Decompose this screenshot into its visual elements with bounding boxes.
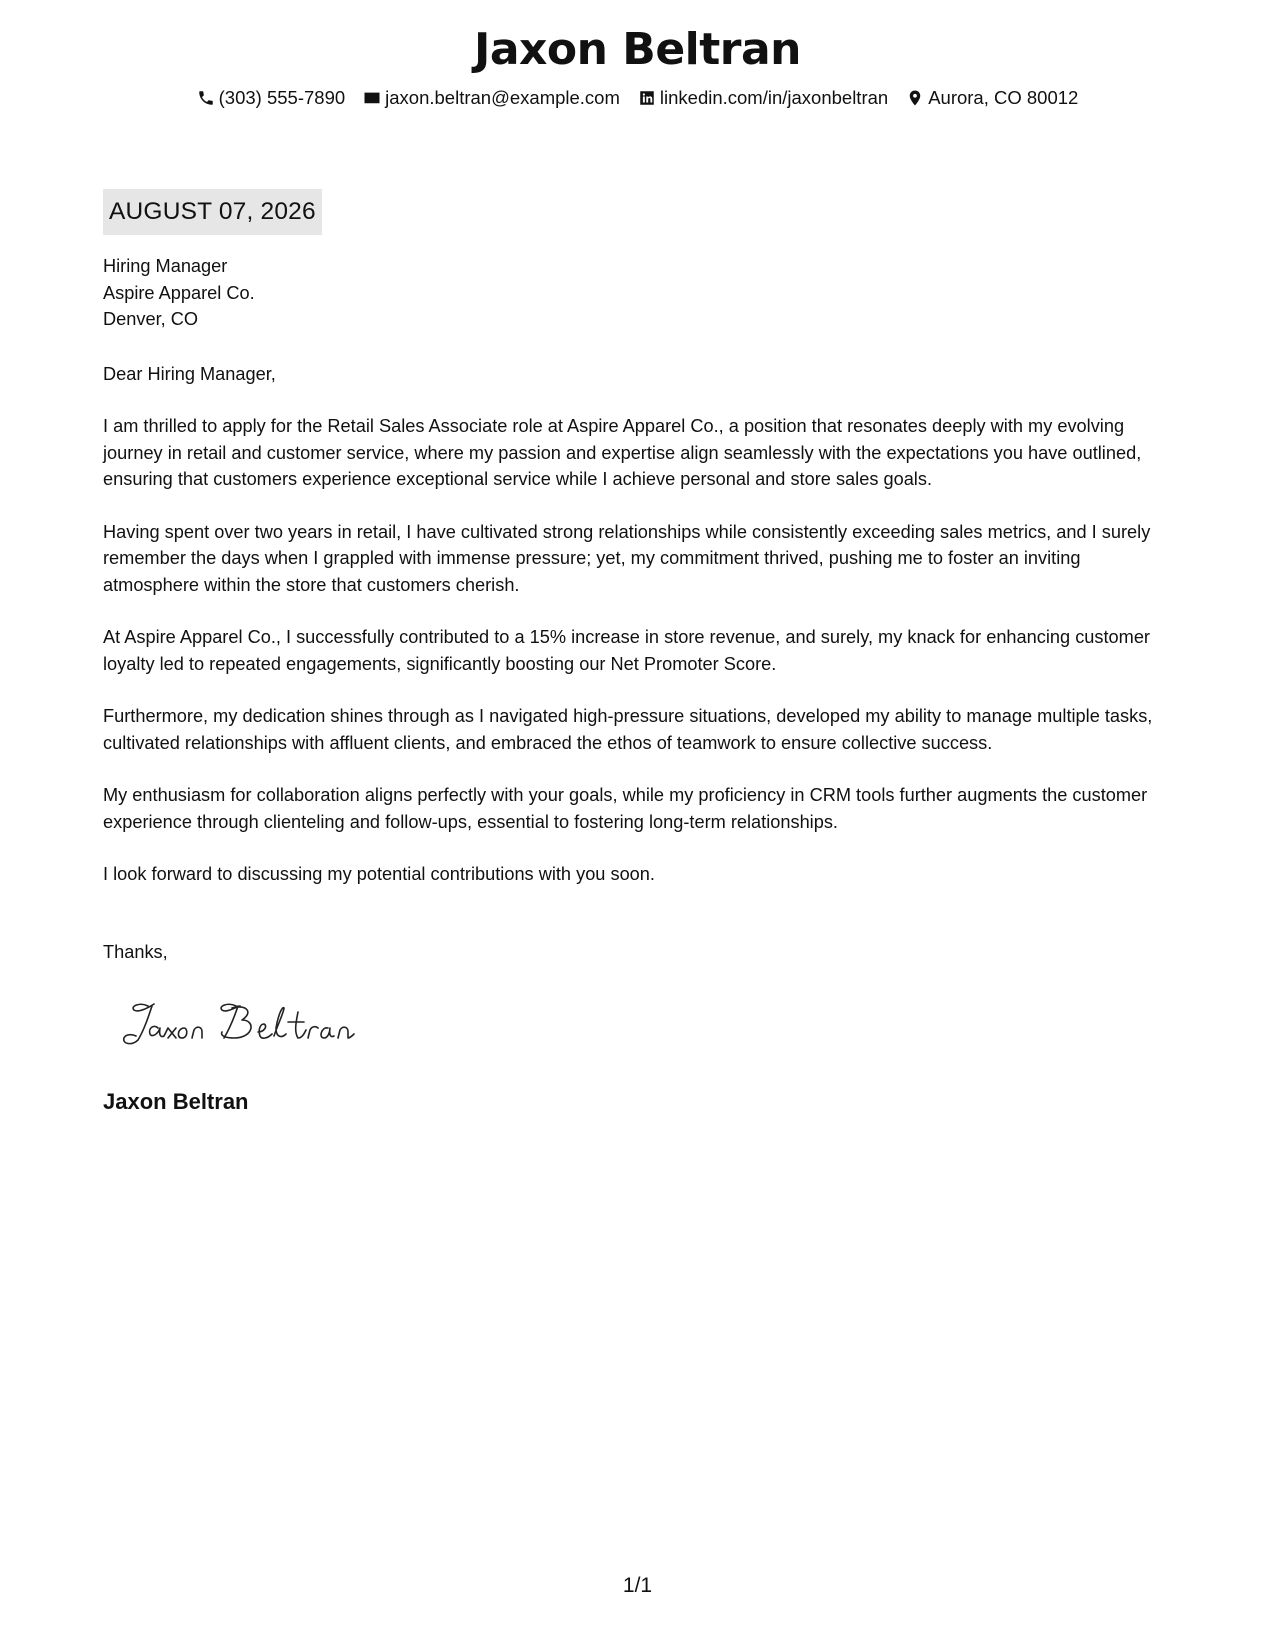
letter-body [103, 253, 1173, 965]
map-pin-icon [906, 89, 924, 107]
body-paragraph: Having spent over two years in retail, I have cultivated strong relationships while consistently exceeding sales metrics, and I surely remember the days when I grappled with immense pressure; yet, my commitment thrived, pushing me to foster an inviting atmosphere within the store that customers cherish. [103, 521, 1151, 595]
location-text: Aurora, CO 80012 [928, 87, 1079, 108]
recipient-company: Aspire Apparel Co. [103, 282, 255, 303]
letter-date: AUGUST 07, 2026 [103, 189, 322, 235]
greeting: Dear Hiring Manager, [103, 363, 276, 384]
body-paragraph: Furthermore, my dedication shines through as I navigated high-pressure situations, developed my ability to manage multiple tasks, cultivated relationships with affluent clients, and embraced the ethos of teamwork to ensure collective success. [103, 706, 1153, 753]
page-number: 1/1 [622, 1574, 653, 1597]
recipient-title: Hiring Manager [103, 256, 228, 276]
contact-phone [197, 86, 346, 110]
phone-icon [197, 89, 215, 107]
body-paragraph: I look forward to discussing my potential contributions with you soon. [103, 864, 655, 884]
phone-number[interactable]: (303) 555-7890 [218, 87, 346, 108]
email-address[interactable]: jaxon.beltran@example.com [385, 87, 620, 108]
linkedin-url[interactable]: linkedin.com/in/jaxonbeltran [659, 87, 889, 108]
body-paragraph: I am thrilled to apply for the Retail Sales Associate role at Aspire Apparel Co., a position that resonates deeply with my evolving journey in retail and customer service, where my passion and expertise align seamlessly with the expectations you have outlined, ensuring that customers experience exceptional service while I achieve personal and store sales goals. [103, 416, 1142, 489]
applicant-name: Jaxon Beltran [473, 24, 802, 75]
contact-email [363, 86, 620, 110]
letter-header [0, 22, 1275, 110]
contact-info [0, 86, 1275, 110]
contact-linkedin [638, 86, 888, 110]
signer-name: Jaxon Beltran [103, 1089, 249, 1114]
linkedin-icon [638, 89, 656, 107]
contact-location [906, 86, 1078, 110]
closing: Thanks, [103, 941, 168, 962]
recipient-block [103, 253, 1173, 333]
body-paragraph: My enthusiasm for collaboration aligns perfectly with your goals, while my proficiency in CRM tools further augments the customer experience through clienteling and follow-ups, essential to fostering long-term relationships. [103, 785, 1148, 832]
handwritten-signature [118, 994, 358, 1054]
body-paragraph: At Aspire Apparel Co., I successfully contributed to a 15% increase in store revenue, and surely, my knack for enhancing customer loyalty led to repeated engagements, significantly boosting our Net Promoter Score. [103, 627, 1150, 674]
recipient-location: Denver, CO [103, 309, 199, 329]
envelope-icon [363, 89, 381, 107]
